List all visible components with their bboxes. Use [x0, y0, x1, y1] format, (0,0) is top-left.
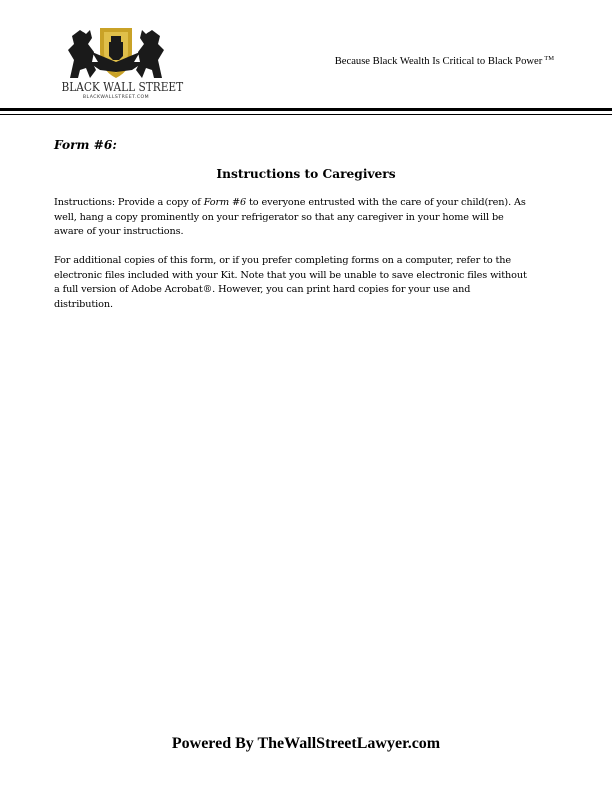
- paragraph-line: Instructions: Provide a copy of Form #6 to everyone entrusted with the care of your child(ren). As: [54, 197, 526, 208]
- logo-wordmark: BLACK WALL STREET: [61, 80, 184, 94]
- instructions-paragraph: [54, 196, 559, 240]
- form-reference: Form #6: [203, 197, 247, 208]
- paragraph-line: distribution.: [54, 298, 113, 310]
- paragraph-line: a full version of Adobe Acrobat®. However, you can print hard copies for your use and: [54, 284, 471, 296]
- logo-url: BLACKWALLSTREET.COM: [82, 95, 150, 100]
- paragraph-line: electronic files included with your Kit. Note that you will be unable to save electronic files without: [54, 269, 527, 281]
- form-number-label: Form #6:: [54, 138, 117, 152]
- header-divider-thin: [0, 114, 612, 115]
- footer-powered-by: Powered By TheWallStreetLawyer.com: [171, 735, 441, 752]
- paragraph-line: aware of your instructions.: [54, 226, 184, 238]
- trademark-mark: TM: [544, 55, 554, 62]
- black-wall-street-logo: [54, 22, 184, 102]
- tagline-text: Because Black Wealth Is Critical to Black Power: [334, 56, 543, 67]
- document-title: Instructions to Caregivers: [216, 167, 396, 181]
- paragraph-line: For additional copies of this form, or if you prefer completing forms on a computer, refer to the: [54, 255, 512, 266]
- header-divider-thick: [0, 108, 612, 111]
- additional-copies-paragraph: [54, 254, 559, 312]
- header-tagline: [335, 55, 554, 67]
- paragraph-line: well, hang a copy prominently on your refrigerator so that any caregiver in your home will be: [54, 211, 504, 223]
- lion-crest-icon: [62, 22, 170, 80]
